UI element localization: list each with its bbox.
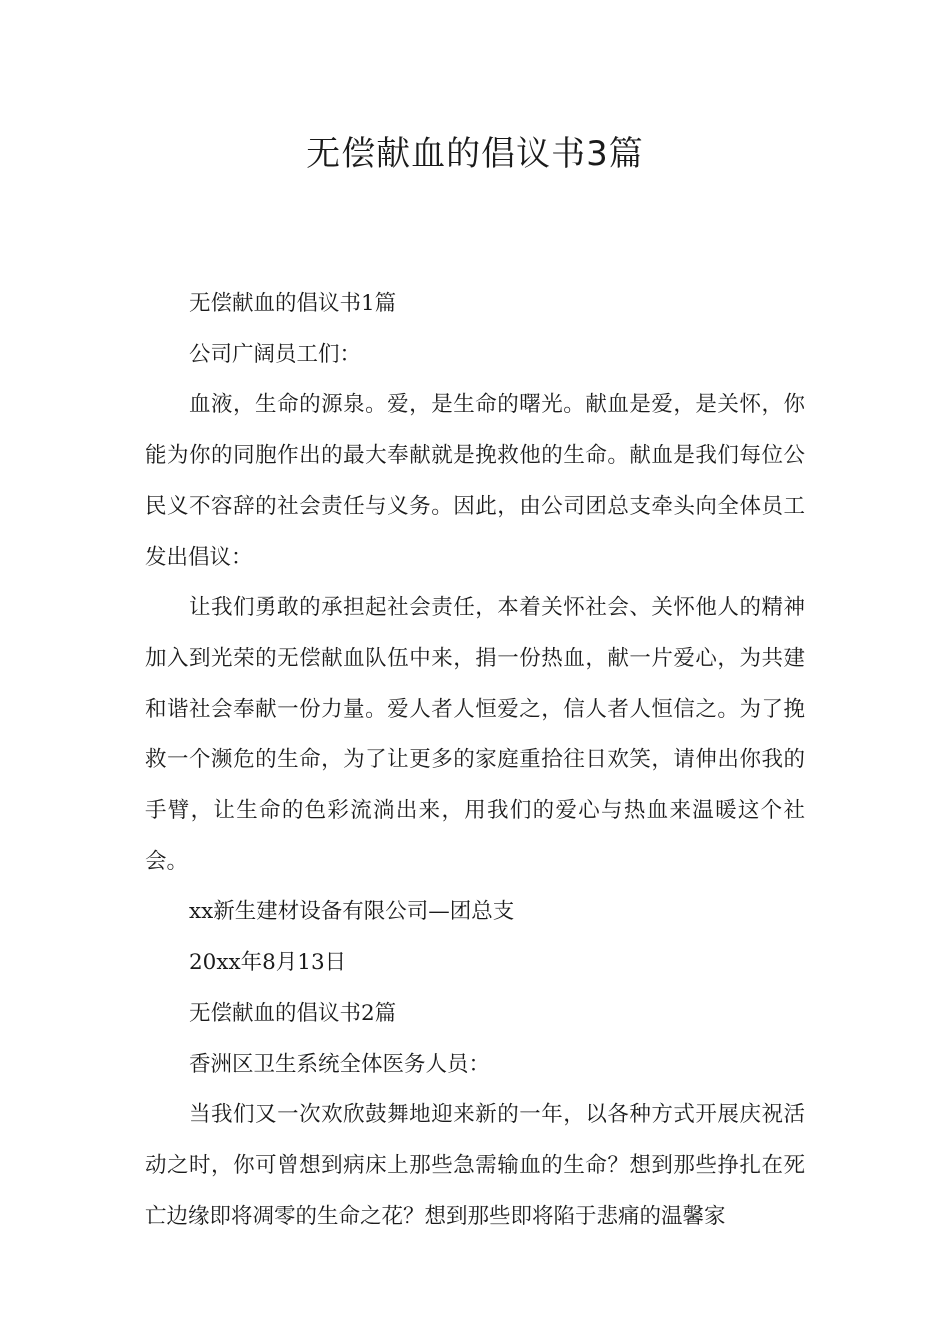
body-paragraph: 让我们勇敢的承担起社会责任，本着关怀社会、关怀他人的精神加入到光荣的无偿献血队伍中来，捐一份热血，献一片爱心，为共建和谐社会奉献一份力量。爱人者人恒爱之，信人者人恒信之。为了挽救一个濒危的生命，为了让更多的家庭重拾往日欢笑，请伸出你我的手臂，让生命的色彩流淌出来，用我们的爱心与热血来温暖这个社会。 xyxy=(145,595,805,874)
salutation-1: 公司广阔员工们： xyxy=(189,341,362,367)
document-title: 无偿献血的倡议书3篇 xyxy=(306,134,644,174)
signature-organization: xx新生建材设备有限公司—团总支 xyxy=(189,899,515,925)
document-body xyxy=(145,279,805,1242)
salutation-2: 香洲区卫生系统全体医务人员： xyxy=(189,1051,491,1077)
section-heading-2: 无偿献血的倡议书2篇 xyxy=(189,1000,397,1026)
body-paragraph: 当我们又一次欢欣鼓舞地迎来新的一年，以各种方式开展庆祝活动之时，你可曾想到病床上那些急需输血的生命？想到那些挣扎在死亡边缘即将凋零的生命之花？想到那些即将陷于悲痛的温馨家 xyxy=(145,1102,805,1229)
section-heading-1: 无偿献血的倡议书1篇 xyxy=(189,291,397,316)
body-paragraph: 血液，生命的源泉。爱，是生命的曙光。献血是爱，是关怀，你能为你的同胞作出的最大奉献就是挽救他的生命。献血是我们每位公民义不容辞的社会责任与义务。因此，由公司团总支牵头向全体员工发出倡议： xyxy=(145,392,805,570)
signature-date: 20xx年8月13日 xyxy=(189,950,347,976)
